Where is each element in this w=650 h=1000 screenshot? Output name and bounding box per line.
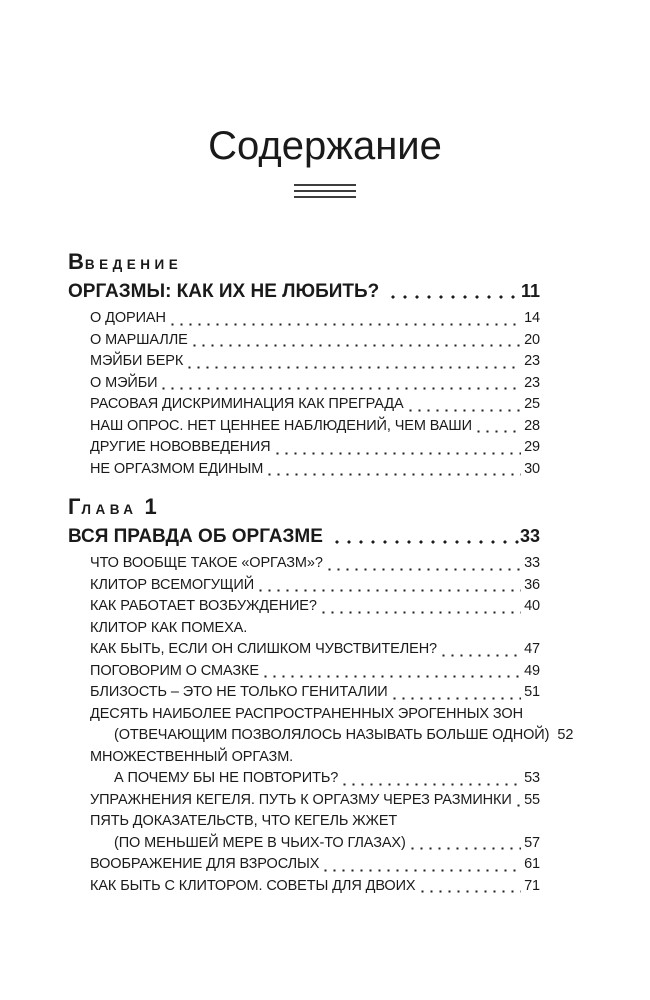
toc-entry — [68, 437, 540, 459]
entry-page-number: 40 — [524, 598, 540, 614]
entry-text: ДЕСЯТЬ НАИБОЛЕЕ РАСПРОСТРАНЕННЫХ ЭРОГЕННЫХ ЗОН — [90, 705, 523, 722]
dots-leader — [411, 847, 521, 850]
entry-text: НАШ ОПРОС. НЕТ ЦЕННЕЕ НАБЛЮДЕНИЙ, ЧЕМ ВАШИ — [90, 417, 472, 434]
toc-entry — [68, 704, 540, 726]
dots-leader — [442, 654, 521, 657]
entry-page-number: 36 — [524, 576, 540, 593]
divider-line — [294, 196, 356, 198]
toc-entry — [68, 330, 540, 352]
section-heading-text: ОРГАЗМЫ: КАК ИХ НЕ ЛЮБИТЬ? — [68, 281, 380, 302]
entry-text: МЭЙБИ БЕРК — [90, 353, 184, 369]
entry-page-number: 52 — [557, 727, 574, 743]
entry-text: О МЭЙБИ — [90, 374, 158, 391]
toc-entry — [68, 596, 540, 618]
dots-leader — [259, 589, 521, 592]
divider-line — [294, 190, 356, 192]
entry-page-number: 57 — [524, 834, 540, 851]
toc-entry — [68, 725, 574, 747]
section-label-initial: В — [68, 249, 84, 274]
toc-entry — [68, 768, 540, 790]
section-label — [68, 496, 540, 521]
entry-text: НЕ ОРГАЗМОМ ЕДИНЫМ — [90, 460, 264, 477]
dots-leader — [421, 890, 522, 893]
entry-text: О ДОРИАН — [90, 310, 166, 326]
dots-leader — [324, 869, 521, 872]
entry-text: КЛИТОР ВСЕМОГУЩИЙ — [90, 576, 255, 593]
section-heading-page-number: 33 — [519, 526, 540, 546]
entry-page-number: 47 — [524, 641, 540, 657]
dots-leader — [276, 452, 522, 455]
entry-page-number: 23 — [524, 374, 540, 391]
entry-text: ПОГОВОРИМ О СМАЗКЕ — [90, 662, 259, 679]
entry-text: КАК РАБОТАЕТ ВОЗБУЖДЕНИЕ? — [90, 598, 317, 614]
toc-entry — [68, 790, 540, 812]
toc-entry — [68, 833, 540, 855]
entry-list — [68, 308, 540, 480]
toc-entry — [68, 308, 540, 330]
entry-page-number: 61 — [524, 856, 540, 872]
dots-leader — [171, 323, 521, 326]
section-label-rest: ВЕДЕНИЕ — [84, 257, 183, 272]
entry-text: УПРАЖНЕНИЯ КЕГЕЛЯ. ПУТЬ К ОРГАЗМУ ЧЕРЕЗ РАЗМИНКИ — [90, 791, 512, 808]
toc-entry — [68, 394, 540, 416]
entry-page-number: 33 — [524, 555, 540, 571]
toc-entry — [68, 854, 540, 876]
dots-leader — [268, 473, 521, 476]
entry-text: О МАРШАЛЛЕ — [90, 331, 188, 348]
section-introduction — [68, 251, 540, 480]
toc-entry — [68, 876, 540, 898]
dots-leader — [162, 387, 521, 390]
section-label — [68, 251, 540, 276]
entry-list — [68, 553, 574, 897]
toc-entry — [68, 682, 540, 704]
entry-page-number: 51 — [524, 684, 540, 700]
entry-text: (ОТВЕЧАЮЩИМ ПОЗВОЛЯЛОСЬ НАЗЫВАТЬ БОЛЬШЕ ОДНОЙ) — [114, 727, 550, 743]
toc-entry — [68, 811, 540, 833]
dots-leader — [335, 540, 519, 544]
page-title: Содержание — [208, 124, 442, 168]
entry-text: (ПО МЕНЬШЕЙ МЕРЕ В ЧЬИХ-ТО ГЛАЗАХ) — [114, 834, 406, 851]
entry-text: БЛИЗОСТЬ – ЭТО НЕ ТОЛЬКО ГЕНИТАЛИИ — [90, 684, 388, 700]
entry-page-number: 25 — [524, 396, 540, 412]
toc-entry — [68, 575, 540, 597]
entry-text: МНОЖЕСТВЕННЫЙ ОРГАЗМ. — [90, 748, 294, 765]
section-heading-page-number: 11 — [520, 281, 540, 301]
section-heading — [68, 280, 540, 303]
dots-leader — [343, 783, 521, 786]
toc-entry — [68, 553, 540, 575]
toc-entry — [68, 459, 540, 481]
toc-entry — [68, 416, 540, 438]
section-heading-text: ВСЯ ПРАВДА ОБ ОРГАЗМЕ — [68, 526, 323, 547]
toc-entry — [68, 351, 540, 373]
dots-leader — [517, 804, 521, 807]
entry-page-number: 49 — [524, 662, 540, 679]
entry-page-number: 71 — [524, 877, 540, 894]
dots-leader — [391, 295, 520, 299]
chapter-number: 1 — [144, 494, 157, 519]
dots-leader — [393, 697, 521, 700]
divider-line — [294, 184, 356, 186]
entry-page-number: 23 — [524, 353, 540, 369]
table-of-contents — [0, 251, 650, 897]
entry-text: ДРУГИЕ НОВОВВЕДЕНИЯ — [90, 439, 271, 455]
entry-text: А ПОЧЕМУ БЫ НЕ ПОВТОРИТЬ? — [114, 770, 339, 786]
entry-text: ВООБРАЖЕНИЕ ДЛЯ ВЗРОСЛЫХ — [90, 856, 320, 872]
toc-entry — [68, 373, 540, 395]
dots-leader — [409, 409, 522, 412]
dots-leader — [193, 344, 521, 347]
entry-page-number: 55 — [524, 791, 540, 808]
entry-page-number: 30 — [524, 460, 540, 477]
entry-text: ЧТО ВООБЩЕ ТАКОЕ «ОРГАЗМ»? — [90, 555, 323, 571]
entry-text: КЛИТОР КАК ПОМЕХА. — [90, 619, 248, 636]
section-chapter-1 — [68, 494, 574, 897]
entry-text: ПЯТЬ ДОКАЗАТЕЛЬСТВ, ЧТО КЕГЕЛЬ ЖЖЕТ — [90, 813, 398, 829]
toc-entry — [68, 661, 540, 683]
toc-entry — [68, 639, 540, 661]
entry-page-number: 14 — [524, 310, 540, 326]
section-heading — [68, 525, 540, 548]
section-label-initial: Г — [68, 494, 81, 519]
entry-page-number: 20 — [524, 331, 540, 348]
dots-leader — [322, 611, 521, 614]
entry-text: КАК БЫТЬ С КЛИТОРОМ. СОВЕТЫ ДЛЯ ДВОИХ — [90, 877, 416, 894]
toc-entry — [68, 618, 540, 640]
toc-entry — [68, 747, 540, 769]
dots-leader — [188, 366, 521, 369]
triple-rule-divider-ornament — [294, 184, 356, 198]
section-label-rest: ЛАВА — [81, 502, 138, 517]
entry-text: КАК БЫТЬ, ЕСЛИ ОН СЛИШКОМ ЧУВСТВИТЕЛЕН? — [90, 641, 438, 657]
entry-text: РАСОВАЯ ДИСКРИМИНАЦИЯ КАК ПРЕГРАДА — [90, 396, 404, 412]
dots-leader — [477, 430, 521, 433]
dots-leader — [264, 675, 521, 678]
dots-leader — [328, 568, 521, 571]
entry-page-number: 53 — [524, 770, 540, 786]
entry-page-number: 28 — [524, 417, 540, 434]
entry-page-number: 29 — [524, 439, 540, 455]
